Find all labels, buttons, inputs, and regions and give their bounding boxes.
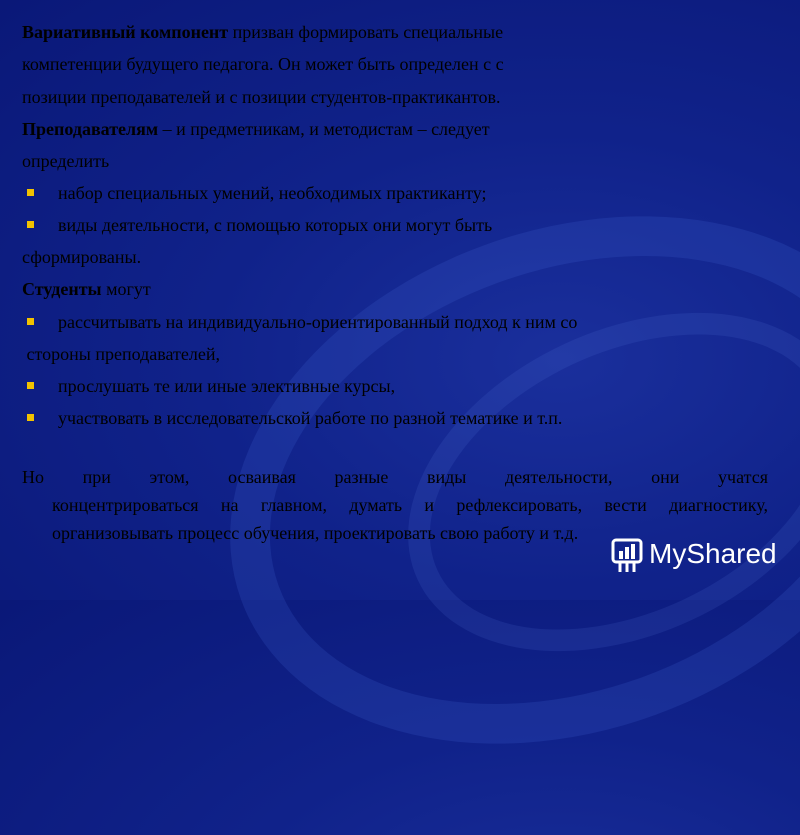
bullet-item: рассчитывать на индивидуально-ориентированный подход к ним со [58,312,578,332]
bullet-continuation: стороны преподавателей, [22,344,220,364]
bullet-item: виды деятельности, с помощью которых они могут быть [58,215,493,235]
bullet-marker [27,189,34,196]
bullet-continuation: сформированы. [22,247,142,267]
bullet-marker [27,318,34,325]
bullet-item: участвовать в исследовательской работе по разной тематике и т.п. [58,408,563,428]
watermark [611,532,777,576]
paragraph-1-line-2: компетенции будущего педагога. Он может быть определен с с [22,54,504,74]
paragraph-3-line-1 [22,273,151,305]
paragraph-1-bold: Вариативный компонент [22,22,229,42]
closing-paragraph-rest: концентрироваться на главном, думать и рефлексировать, вести диагностику, организовывать процесс обучения, проектировать свою работу и т.д. [52,495,768,543]
paragraph-3-text: могут [101,279,151,299]
paragraph-1-line-3: позиции преподавателей и с позиции студентов-практикантов. [22,87,501,107]
paragraph-2-bold: Преподавателям [22,119,159,139]
paragraph-3-bold: Студенты [22,279,102,299]
closing-paragraph-first-line: Но при этом, осваивая разные виды деятельности, они учатся [22,467,768,487]
paragraph-2-line-2: определить [22,151,110,171]
paragraph-1-text: призван формировать специальные [228,22,504,42]
bullet-marker [27,414,34,421]
bullet-marker [27,221,34,228]
watermark-text: MyShared [649,538,777,569]
bullet-item: прослушать те или иные элективные курсы, [58,376,396,396]
paragraph-1-line-1 [22,16,503,48]
paragraph-2-line-1 [22,113,490,145]
myshared-logo-icon [611,534,643,574]
bullet-marker [27,382,34,389]
paragraph-2-text: – и предметникам, и методистам – следует [158,119,490,139]
bullet-item: набор специальных умений, необходимых практиканту; [58,183,487,203]
